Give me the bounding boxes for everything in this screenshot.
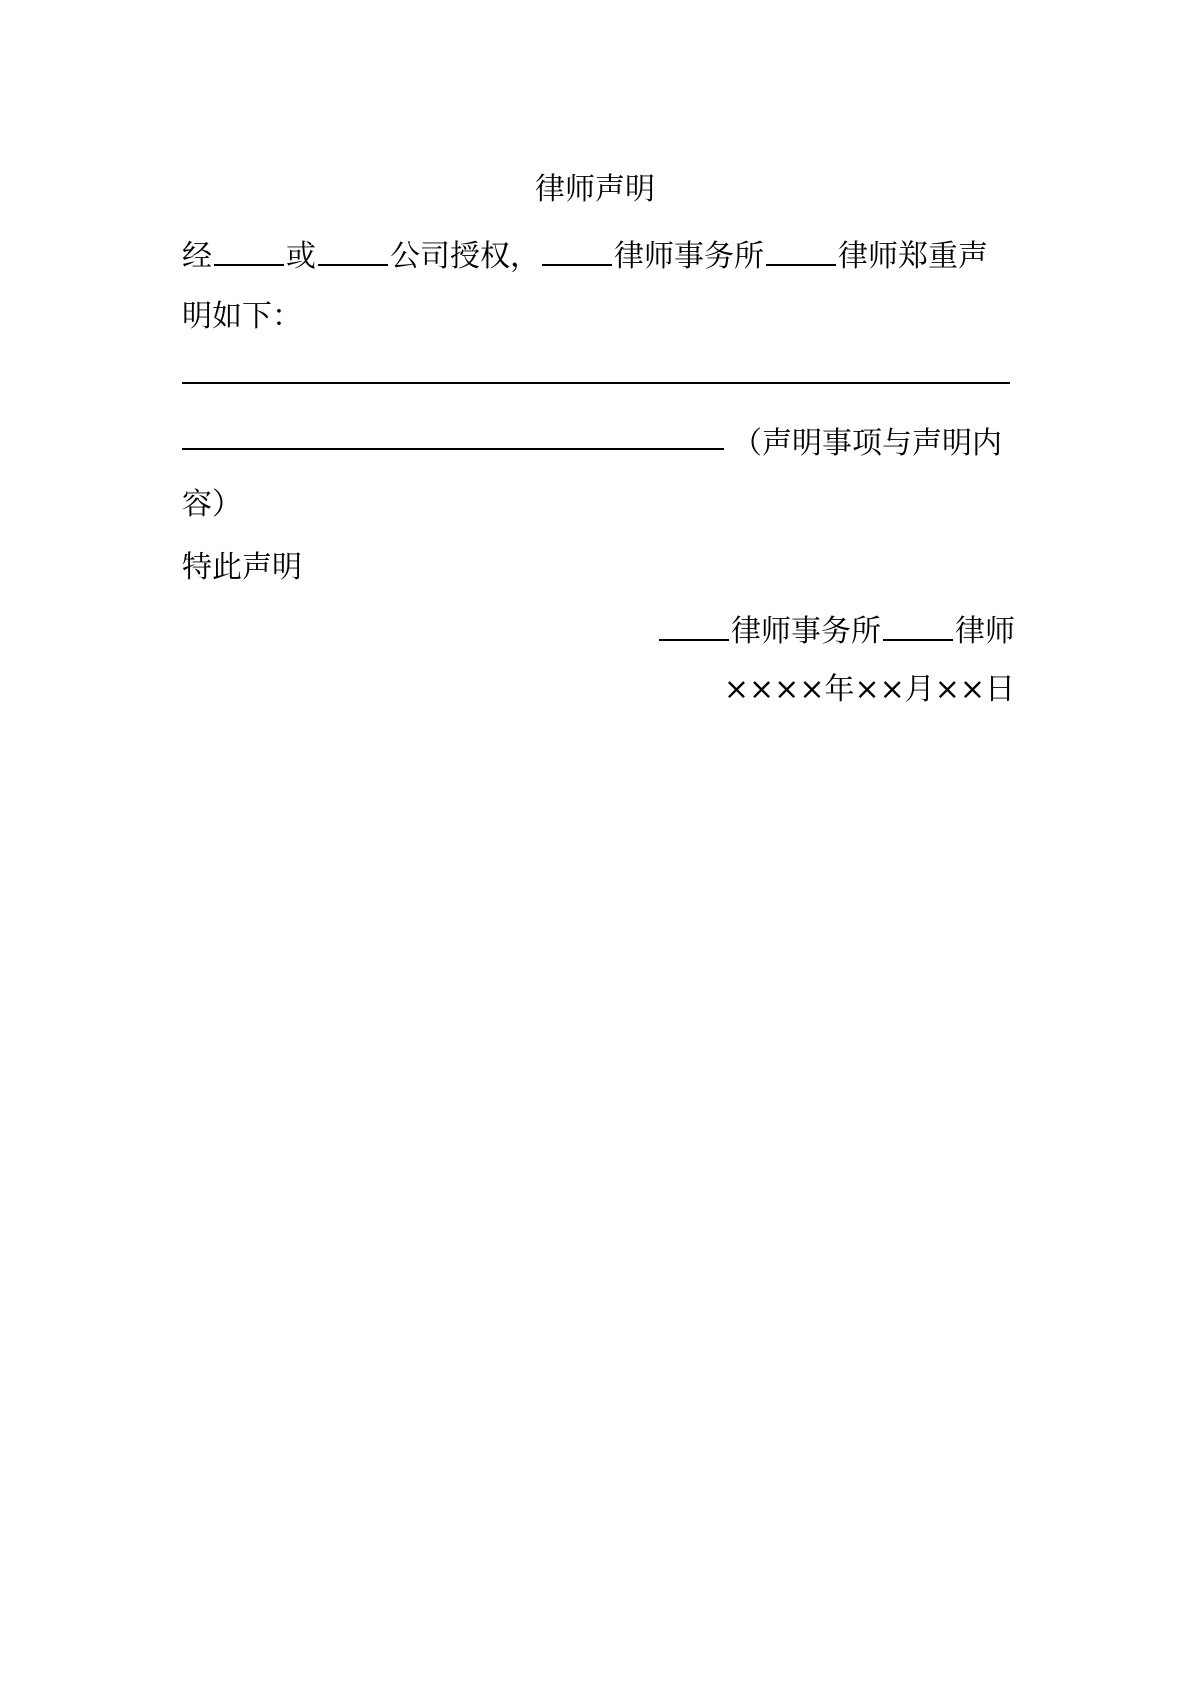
signature-lawyer-label: 律师 [955, 614, 1015, 649]
document-title: 律师声明 [535, 172, 655, 207]
date-line: ××××年××月××日 [723, 672, 1015, 707]
text-segment: 律师郑重声 [838, 239, 988, 274]
signature-line [657, 609, 1015, 652]
signature-firm-label: 律师事务所 [731, 614, 881, 649]
blank-law-firm-field[interactable] [542, 234, 612, 266]
blank-client-field[interactable] [214, 234, 284, 266]
text-segment: 或 [286, 239, 316, 274]
blank-statement-line-2[interactable] [182, 448, 724, 450]
blank-lawyer-field[interactable] [766, 234, 836, 266]
blank-company-field[interactable] [318, 234, 388, 266]
text-segment: 经 [182, 239, 212, 274]
authorization-line-continued: 明如下： [182, 299, 302, 334]
text-segment: 律师事务所 [614, 239, 764, 274]
statement-content-hint: （声明事项与声明内 [732, 426, 1002, 461]
text-segment: 公司授权， [390, 239, 540, 274]
closing-text: 特此声明 [182, 550, 302, 585]
blank-statement-line-1[interactable] [182, 382, 1010, 384]
blank-signature-firm-field[interactable] [659, 609, 729, 641]
statement-content-hint-continued: 容） [182, 487, 242, 522]
blank-signature-lawyer-field[interactable] [883, 609, 953, 641]
authorization-line [182, 234, 988, 277]
